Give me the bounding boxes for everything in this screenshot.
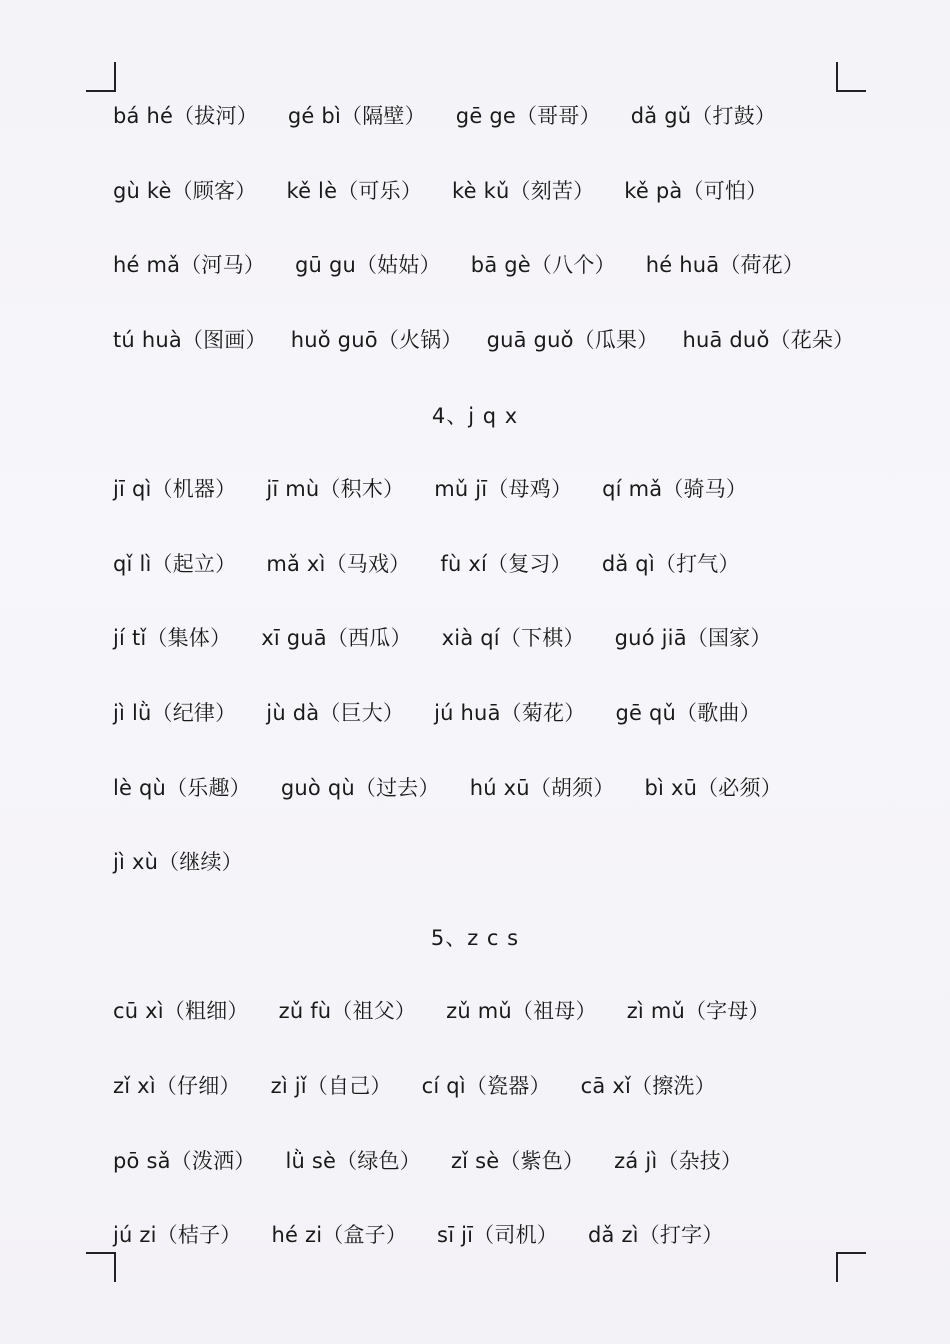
- word-item: gū gu（姑姑）: [295, 253, 441, 277]
- word-item: zá jì（杂技）: [614, 1149, 743, 1173]
- word-row: [113, 250, 843, 280]
- word-item: cí qì（瓷器）: [421, 1074, 551, 1098]
- word-row: [113, 1220, 843, 1250]
- word-item: gē ge（哥哥）: [455, 104, 601, 128]
- crop-mark-top-right: [836, 62, 866, 92]
- word-item: tú huà（图画）: [113, 328, 267, 352]
- word-item: cū xì（粗细）: [113, 999, 249, 1023]
- word-item: gé bì（隔壁）: [287, 104, 426, 128]
- word-item: bá hé（拔河）: [113, 104, 258, 128]
- word-item: huā duǒ（花朵）: [682, 328, 855, 352]
- word-item: qǐ lì（起立）: [113, 552, 237, 576]
- word-row: [113, 773, 843, 803]
- word-item: jù dà（巨大）: [266, 701, 405, 725]
- word-item: hú xū（胡须）: [469, 776, 615, 800]
- word-item: fù xí（复习）: [440, 552, 572, 576]
- word-item: kě pà（可怕）: [624, 179, 768, 203]
- word-item: gù kè（顾客）: [113, 179, 257, 203]
- crop-mark-bottom-right: [836, 1252, 866, 1282]
- word-item: jī mù（积木）: [266, 477, 405, 501]
- word-row: [113, 698, 843, 728]
- word-item: sī jī（司机）: [437, 1223, 558, 1247]
- word-item: zǐ sè（紫色）: [450, 1149, 585, 1173]
- word-row: [113, 549, 843, 579]
- word-item: cā xǐ（擦洗）: [580, 1074, 716, 1098]
- word-item: qí mǎ（骑马）: [602, 477, 748, 501]
- word-item: zǔ fù（祖父）: [278, 999, 417, 1023]
- word-item: guā guǒ（瓜果）: [486, 328, 659, 352]
- word-row: [113, 1071, 843, 1101]
- word-item: gē qǔ（歌曲）: [615, 701, 761, 725]
- word-item: jú zi（桔子）: [113, 1223, 242, 1247]
- word-item: hé huā（荷花）: [645, 253, 805, 277]
- word-item: guò qù（过去）: [280, 776, 440, 800]
- word-item: dǎ gǔ（打鼓）: [630, 104, 777, 128]
- word-item: bì xū（必须）: [644, 776, 782, 800]
- word-item: kè kǔ（刻苦）: [452, 179, 595, 203]
- word-item: dǎ qì（打气）: [601, 552, 740, 576]
- word-item: pō sǎ（泼洒）: [113, 1149, 256, 1173]
- crop-mark-top-left: [86, 62, 116, 92]
- section-heading: 4、j q x: [431, 404, 519, 428]
- word-row: [113, 996, 843, 1026]
- word-row: [113, 1146, 843, 1176]
- word-row: [113, 847, 843, 877]
- word-row: [113, 101, 843, 131]
- word-item: lè qù（乐趣）: [113, 776, 251, 800]
- word-item: hé zi（盒子）: [271, 1223, 408, 1247]
- word-item: hé mǎ（河马）: [113, 253, 266, 277]
- word-item: huǒ guō（火锅）: [290, 328, 463, 352]
- word-item: jì xù（继续）: [113, 850, 243, 874]
- word-item: mǎ xì（马戏）: [266, 552, 411, 576]
- word-item: bā gè（八个）: [470, 253, 616, 277]
- word-item: zì jǐ（自己）: [270, 1074, 392, 1098]
- word-item: mǔ jī（母鸡）: [434, 477, 573, 501]
- word-item: lǜ sè（绿色）: [285, 1149, 421, 1173]
- word-row: [113, 623, 843, 653]
- section-heading: 5、z c s: [430, 926, 520, 950]
- word-item: xià qí（下棋）: [441, 626, 585, 650]
- word-item: zǔ mǔ（祖母）: [446, 999, 597, 1023]
- word-row: [113, 325, 855, 355]
- word-item: jī qì（机器）: [113, 477, 237, 501]
- word-row: [113, 474, 843, 504]
- word-item: zì mǔ（字母）: [626, 999, 770, 1023]
- word-item: zǐ xì（仔细）: [113, 1074, 241, 1098]
- word-item: guó jiā（国家）: [614, 626, 772, 650]
- word-item: dǎ zì（打字）: [587, 1223, 724, 1247]
- word-item: jú huā（菊花）: [434, 701, 586, 725]
- word-item: jì lǜ（纪律）: [113, 701, 237, 725]
- word-item: xī guā（西瓜）: [261, 626, 412, 650]
- word-item: jí tǐ（集体）: [113, 626, 232, 650]
- crop-mark-bottom-left: [86, 1252, 116, 1282]
- word-row: [113, 176, 843, 206]
- word-item: kě lè（可乐）: [286, 179, 423, 203]
